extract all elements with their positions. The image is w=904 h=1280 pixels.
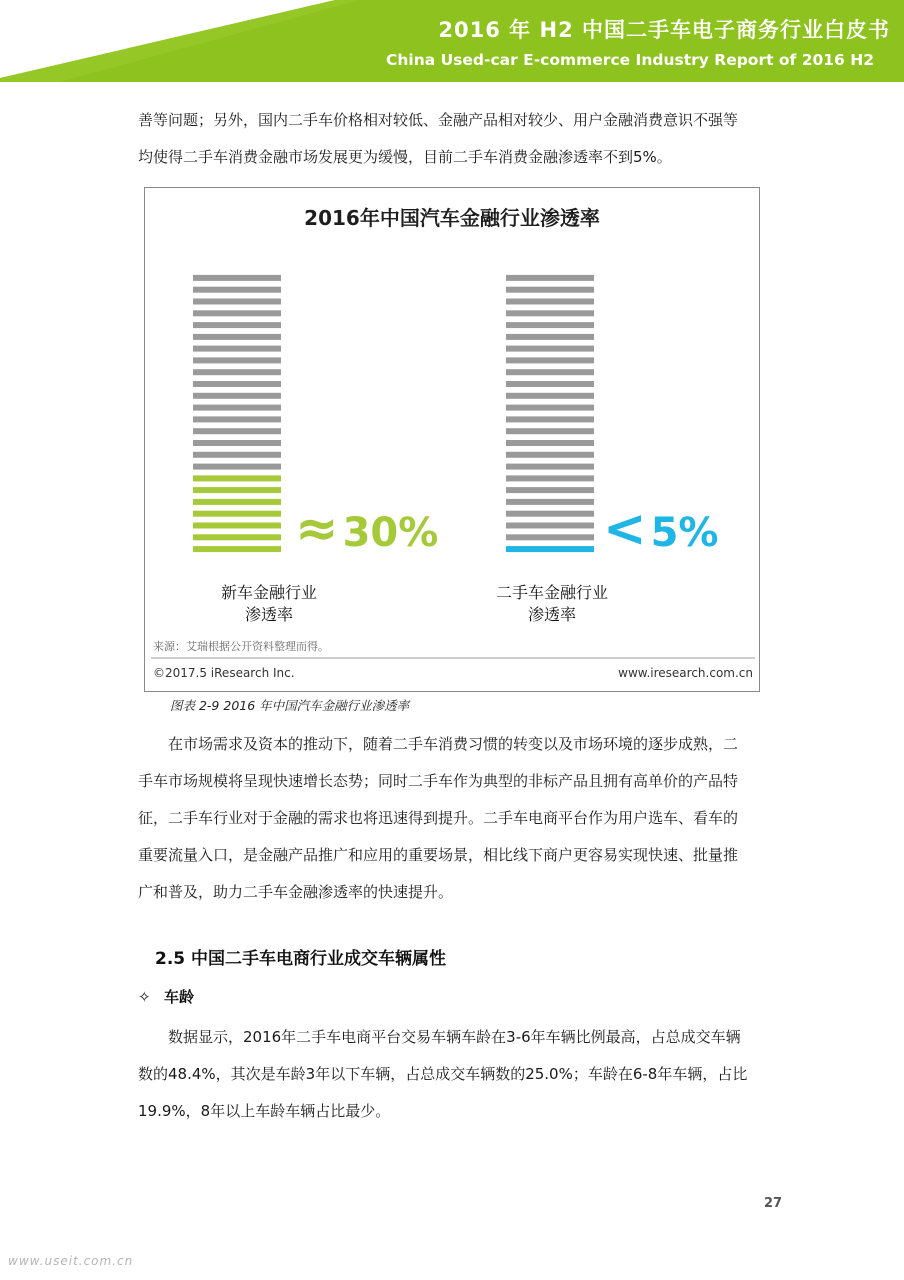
bar-segment-empty bbox=[506, 357, 594, 363]
bar-segment-filled bbox=[506, 546, 594, 552]
text-line: 手车市场规模将呈现快速增长态势；同时二手车作为典型的非标产品且拥有高单价的产品特 bbox=[138, 772, 739, 790]
bar-segment-empty bbox=[193, 393, 281, 399]
watermark: www.useit.com.cn bbox=[8, 1254, 134, 1268]
diamond-bullet-icon: ✧ bbox=[138, 988, 151, 1006]
bar-segment-empty bbox=[193, 322, 281, 328]
bar-segment-empty bbox=[193, 416, 281, 422]
bar-segment-empty bbox=[506, 523, 594, 529]
text-line: 数据显示，2016年二手车电商平台交易车辆车龄在3-6年车辆比例最高，占总成交车辆 bbox=[168, 1028, 741, 1046]
section-heading: 2.5 中国二手车电商行业成交车辆属性 bbox=[155, 949, 447, 969]
bar-segment-empty bbox=[193, 299, 281, 305]
used-car-label-line: 二手车金融行业 bbox=[495, 583, 608, 602]
body-paragraph bbox=[138, 726, 768, 911]
bar-segment-empty bbox=[506, 452, 594, 458]
bar-segment-empty bbox=[506, 287, 594, 293]
bar-segment-empty bbox=[506, 428, 594, 434]
bar-segment-empty bbox=[193, 275, 281, 281]
bar-segment-empty bbox=[506, 393, 594, 399]
bar-segment-empty bbox=[506, 299, 594, 305]
bar-segment-empty bbox=[193, 369, 281, 375]
value-symbol: ≈ bbox=[295, 499, 339, 559]
new-car-label-line: 渗透率 bbox=[244, 605, 293, 624]
bar-segment-empty bbox=[193, 346, 281, 352]
value-number: 5% bbox=[650, 510, 719, 556]
text-line: 数的48.4%，其次是车龄3年以下车辆，占总成交车辆数的25.0%；车龄在6-8年车辆，占比 bbox=[138, 1065, 748, 1083]
value-number: 30% bbox=[342, 510, 439, 556]
bar-segment-empty bbox=[193, 310, 281, 316]
text-line: 均使得二手车消费金融市场发展更为缓慢，目前二手车消费金融渗透率不到5%。 bbox=[138, 148, 672, 166]
text-line: 善等问题；另外，国内二手车价格相对较低、金融产品相对较少、用户金融消费意识不强等 bbox=[138, 111, 739, 129]
report-title: 2016 年 H2 中国二手车电子商务行业白皮书 bbox=[438, 18, 890, 42]
bar-segment-empty bbox=[506, 487, 594, 493]
bar-segment-empty bbox=[506, 475, 594, 481]
bar-segment-empty bbox=[506, 534, 594, 540]
bar-segment-empty bbox=[193, 440, 281, 446]
bar-segment-empty bbox=[193, 452, 281, 458]
source-note: 来源：艾瑞根据公开资料整理而得。 bbox=[153, 640, 329, 653]
sub-heading-text: 车龄 bbox=[164, 988, 195, 1006]
figure-caption: 图表 2-9 2016 年中国汽车金融行业渗透率 bbox=[170, 698, 410, 713]
new-car-label bbox=[189, 582, 349, 626]
bar-segment-filled bbox=[193, 523, 281, 529]
bar-segment-empty bbox=[506, 275, 594, 281]
bar-segment-empty bbox=[506, 346, 594, 352]
bar-segment-empty bbox=[506, 334, 594, 340]
bar-segment-filled bbox=[193, 475, 281, 481]
new-car-label-line: 新车金融行业 bbox=[220, 583, 317, 602]
bar-segment-empty bbox=[506, 322, 594, 328]
bar-segment-empty bbox=[193, 381, 281, 387]
used-car-label-line: 渗透率 bbox=[527, 605, 576, 624]
bar-segment-empty bbox=[506, 416, 594, 422]
copyright: ©2017.5 iResearch Inc. bbox=[153, 666, 295, 680]
bar-segment-empty bbox=[506, 440, 594, 446]
bar-segment-filled bbox=[193, 499, 281, 505]
text-line: 重要流量入口，是金融产品推广和应用的重要场景，相比线下商户更容易实现快速、批量推 bbox=[138, 846, 739, 864]
bar-segment-empty bbox=[506, 369, 594, 375]
bar-segment-empty bbox=[506, 381, 594, 387]
header-banner bbox=[0, 0, 904, 82]
bar-segment-empty bbox=[506, 310, 594, 316]
used-car-label bbox=[472, 582, 632, 626]
website: www.iresearch.com.cn bbox=[618, 666, 753, 680]
bar-segment-empty bbox=[193, 464, 281, 470]
report-subtitle: China Used-car E-commerce Industry Report of 2016 H2 bbox=[385, 51, 874, 69]
bar-segment-filled bbox=[193, 546, 281, 552]
bar-segment-filled bbox=[193, 511, 281, 517]
text-line: 在市场需求及资本的推动下，随着二手车消费习惯的转变以及市场环境的逐步成熟，二 bbox=[168, 735, 739, 753]
sub-heading bbox=[138, 986, 194, 1007]
bar-segment-empty bbox=[506, 405, 594, 411]
text-line: 19.9%，8年以上车龄车辆占比最少。 bbox=[138, 1102, 391, 1120]
value-label bbox=[295, 499, 438, 559]
intro-paragraph bbox=[138, 102, 768, 176]
page-number: 27 bbox=[764, 1196, 783, 1211]
chart-title: 2016年中国汽车金融行业渗透率 bbox=[304, 206, 600, 230]
bar-segment-empty bbox=[506, 511, 594, 517]
bar-segment-filled bbox=[193, 487, 281, 493]
closing-paragraph bbox=[138, 1019, 768, 1130]
chart-figure bbox=[144, 187, 760, 692]
value-label bbox=[603, 499, 719, 559]
bar-segment-empty bbox=[193, 287, 281, 293]
bar-segment-empty bbox=[506, 464, 594, 470]
bar-segment-empty bbox=[193, 405, 281, 411]
text-line: 广和普及，助力二手车金融渗透率的快速提升。 bbox=[138, 883, 454, 901]
bar-segment-filled bbox=[193, 534, 281, 540]
value-symbol: < bbox=[603, 499, 647, 559]
bar-segment-empty bbox=[193, 357, 281, 363]
text-line: 征，二手车行业对于金融的需求也将迅速得到提升。二手车电商平台作为用户选车、看车的 bbox=[138, 809, 739, 827]
bar-segment-empty bbox=[193, 334, 281, 340]
bar-segment-empty bbox=[193, 428, 281, 434]
bar-segment-empty bbox=[506, 499, 594, 505]
